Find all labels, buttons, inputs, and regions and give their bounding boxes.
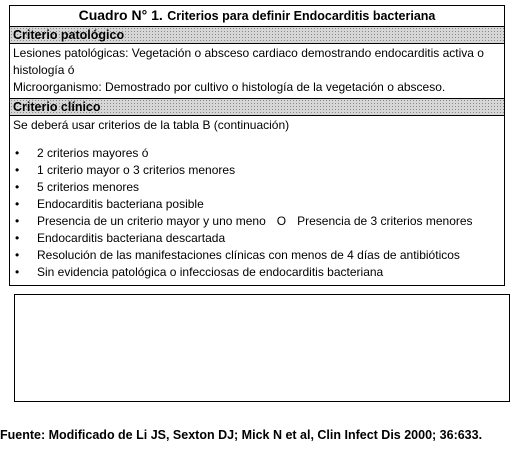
list-item-text: Presencia de un criterio mayor y uno meno (37, 214, 266, 228)
spacer (13, 134, 501, 145)
clinical-criteria-header: Criterio clínico (10, 99, 504, 116)
bullet-icon: • (15, 248, 20, 262)
pathologic-line: Lesiones patológicas: Vegetación o absceso cardiaco demostrando endocarditis activa o (13, 46, 484, 60)
pathologic-criteria-body (10, 44, 504, 99)
list-item (13, 213, 501, 230)
list-item (13, 247, 501, 264)
list-item (13, 179, 501, 196)
bullet-icon: • (15, 231, 20, 245)
criteria-table (9, 5, 505, 286)
clinical-criteria-body (10, 116, 504, 285)
list-item (13, 230, 501, 247)
table-title-text: Criterios para definir Endocarditis bacteriana (167, 9, 436, 23)
list-item-text: 2 criterios mayores ó (37, 146, 149, 160)
list-item-extra-text: Presencia de 3 criterios menores (297, 214, 473, 228)
pathologic-line: histología ó (13, 63, 75, 77)
list-item (13, 145, 501, 162)
list-item (13, 196, 501, 213)
bullet-icon: • (15, 163, 20, 177)
list-item (13, 162, 501, 179)
table-title (10, 6, 504, 27)
list-item-text: Resolución de las manifestaciones clínicas con menos de 4 días de antibióticos (37, 248, 460, 262)
source-citation: Fuente: Modificado de Li JS, Sexton DJ; Mick N et al, Clin Infect Dis 2000; 36:633. (0, 428, 483, 442)
pathologic-criteria-header: Criterio patológico (10, 27, 504, 44)
list-item-text: Sin evidencia patológica o infecciosas de endocarditis bacteriana (37, 265, 384, 279)
bullet-icon: • (15, 265, 20, 279)
list-item (13, 264, 501, 281)
list-item-text: 1 criterio mayor o 3 criterios menores (37, 163, 236, 177)
empty-figure-box (14, 294, 510, 402)
list-item-text: Endocarditis bacteriana posible (37, 197, 204, 211)
or-separator: O (276, 214, 287, 228)
list-item-text: Endocarditis bacteriana descartada (37, 231, 226, 245)
pathologic-line: Microorganismo: Demostrado por cultivo o histología de la vegetación o absceso. (13, 80, 446, 94)
bullet-icon: • (15, 197, 20, 211)
list-item-text: 5 criterios menores (37, 180, 140, 194)
table-title-number: Cuadro N° 1. (78, 7, 163, 23)
bullet-icon: • (15, 214, 20, 228)
bullet-icon: • (15, 146, 20, 160)
bullet-icon: • (15, 180, 20, 194)
clinical-criteria-list (13, 145, 501, 281)
clinical-intro: Se deberá usar criterios de la tabla B (continuación) (13, 118, 290, 132)
